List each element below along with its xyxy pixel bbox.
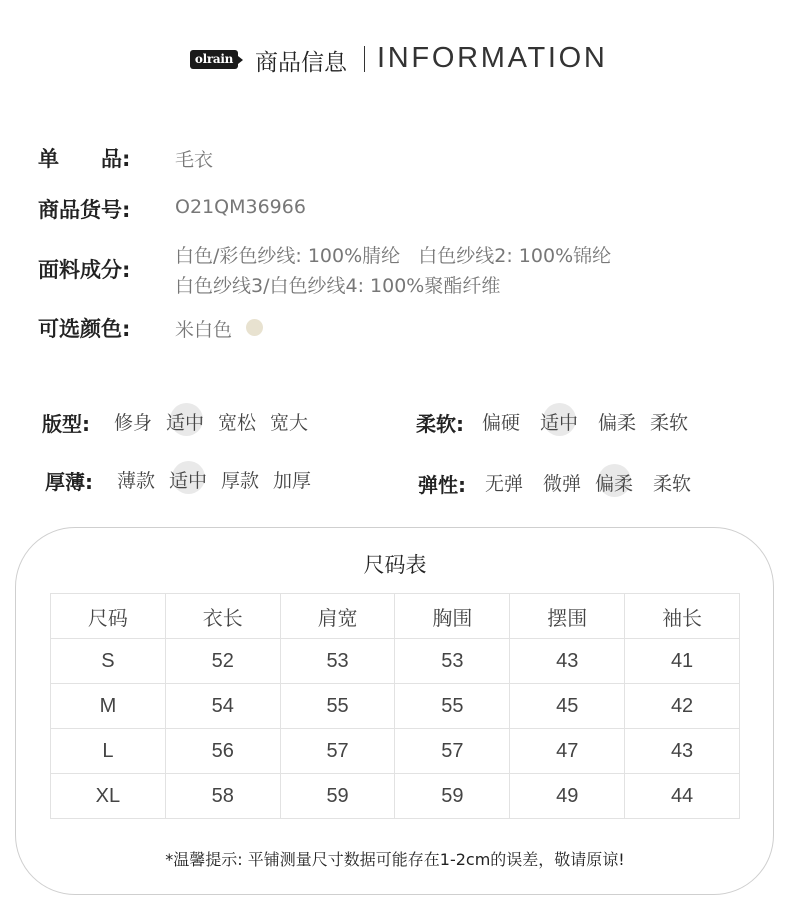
table-cell: 42 <box>625 684 740 729</box>
measurement-note: *温馨提示: 平铺测量尺寸数据可能存在1-2cm的误差，敬请原谅! <box>165 850 625 869</box>
table-cell: 41 <box>625 639 740 684</box>
table-cell: 45 <box>510 684 625 729</box>
sku-value: O21QM36966 <box>175 196 306 218</box>
table-row <box>51 639 740 684</box>
table-header-cell: 尺码 <box>51 594 166 639</box>
table-header-cell: 肩宽 <box>280 594 395 639</box>
table-cell: S <box>51 639 166 684</box>
header-divider <box>364 46 365 72</box>
header-title-en: INFORMATION <box>377 42 608 74</box>
table-cell: 58 <box>165 774 280 819</box>
softness-option: 柔软 <box>650 412 689 434</box>
elasticity-option-selected: 偏柔 <box>595 473 634 495</box>
table-row <box>51 684 740 729</box>
softness-option: 偏柔 <box>598 412 637 434</box>
table-cell: 57 <box>280 729 395 774</box>
table-cell: 59 <box>280 774 395 819</box>
fabric-line-2: 白色纱线3/白色纱线4: 100%聚酯纤维 <box>175 275 501 297</box>
size-chart-title: 尺码表 <box>363 553 427 577</box>
table-cell: XL <box>51 774 166 819</box>
softness-option-selected: 适中 <box>540 412 579 434</box>
fabric-label: 面料成分: <box>38 258 131 282</box>
table-cell: 54 <box>165 684 280 729</box>
table-cell: 55 <box>395 684 510 729</box>
logo-arrow-icon <box>238 56 243 64</box>
table-row <box>51 729 740 774</box>
fabric-line-1: 白色/彩色纱线: 100%腈纶 白色纱线2: 100%锦纶 <box>175 245 612 267</box>
table-cell: 43 <box>625 729 740 774</box>
table-header-cell: 衣长 <box>165 594 280 639</box>
size-table <box>50 593 740 819</box>
elasticity-label: 弹性: <box>418 473 466 497</box>
elasticity-option: 柔软 <box>653 473 692 495</box>
table-cell: M <box>51 684 166 729</box>
item-label: 单 品: <box>38 147 131 171</box>
table-cell: 53 <box>395 639 510 684</box>
table-header-cell: 胸围 <box>395 594 510 639</box>
table-row <box>51 774 740 819</box>
table-cell: 59 <box>395 774 510 819</box>
softness-label: 柔软: <box>416 412 464 436</box>
fit-option: 宽松 <box>218 412 257 434</box>
table-header-cell: 袖长 <box>625 594 740 639</box>
thickness-label: 厚薄: <box>45 470 93 494</box>
table-cell: 55 <box>280 684 395 729</box>
fit-label: 版型: <box>42 412 90 436</box>
header-title-cn: 商品信息 <box>255 50 347 76</box>
table-cell: 57 <box>395 729 510 774</box>
brand-logo: olrain <box>190 50 238 69</box>
table-cell: 44 <box>625 774 740 819</box>
table-cell: 53 <box>280 639 395 684</box>
color-label: 可选颜色: <box>38 317 131 341</box>
info-header <box>0 40 790 80</box>
table-cell: L <box>51 729 166 774</box>
thickness-option: 厚款 <box>221 470 260 492</box>
elasticity-option: 无弹 <box>485 473 524 495</box>
thickness-option: 薄款 <box>117 470 156 492</box>
softness-option: 偏硬 <box>482 412 521 434</box>
fit-option: 宽大 <box>270 412 309 434</box>
fit-option-selected: 适中 <box>166 412 205 434</box>
elasticity-option: 微弹 <box>543 473 582 495</box>
table-cell: 52 <box>165 639 280 684</box>
sku-label: 商品货号: <box>38 198 131 222</box>
table-cell: 47 <box>510 729 625 774</box>
table-cell: 56 <box>165 729 280 774</box>
table-cell: 43 <box>510 639 625 684</box>
item-value: 毛衣 <box>175 149 214 171</box>
thickness-option: 加厚 <box>273 470 312 492</box>
table-header-cell: 摆围 <box>510 594 625 639</box>
color-swatch-icon <box>246 319 263 336</box>
table-cell: 49 <box>510 774 625 819</box>
color-value: 米白色 <box>175 319 233 341</box>
thickness-option-selected: 适中 <box>169 470 208 492</box>
fit-option: 修身 <box>114 412 153 434</box>
table-header-row <box>51 594 740 639</box>
